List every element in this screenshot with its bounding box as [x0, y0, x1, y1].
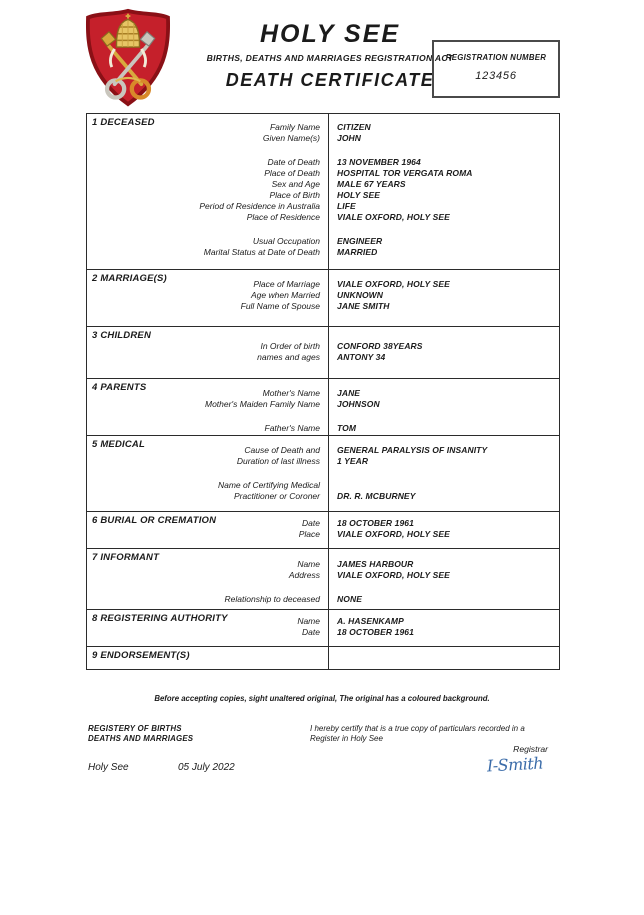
certify-line-1: I hereby certify that is a true copy of particulars recorded in a [310, 724, 525, 733]
registry-line-1: REGISTERY OF BIRTHS [88, 724, 182, 733]
registry-block [88, 724, 193, 744]
section-row-4 [87, 378, 559, 435]
section-label-cell [87, 512, 328, 548]
field-value: CONFORD 38YEARS [337, 341, 423, 351]
issue-place: Holy See [88, 762, 129, 773]
page-title: HOLY SEE [259, 20, 401, 48]
field-value: A. HASENKAMP [337, 616, 404, 626]
field-label: Usual Occupation [252, 236, 320, 246]
field-label: Period of Residence in Australia [199, 201, 320, 211]
field-label: Cause of Death and [244, 445, 320, 455]
certify-line-2: Register in Holy See [310, 734, 383, 743]
registration-number-label: REGISTRATION NUMBER [445, 53, 547, 62]
section-value-cell [328, 114, 559, 269]
section-row-1 [87, 114, 559, 269]
certificate-table [86, 113, 560, 670]
section-row-5 [87, 435, 559, 511]
field-label: In Order of birth [260, 341, 320, 351]
field-value: MALE 67 YEARS [337, 179, 406, 189]
section-label-cell [87, 549, 328, 609]
field-value: NONE [337, 594, 362, 604]
section-row-9 [87, 646, 559, 669]
field-label: Relationship to deceased [224, 594, 320, 604]
field-label: Name [297, 616, 320, 626]
field-value: JANE SMITH [337, 301, 390, 311]
section-row-7 [87, 548, 559, 609]
field-value: HOLY SEE [337, 190, 380, 200]
field-value: MARRIED [337, 247, 378, 257]
field-value: GENERAL PARALYSIS OF INSANITY [337, 445, 488, 455]
section-row-3 [87, 326, 559, 378]
act-subtitle: BIRTHS, DEATHS AND MARRIAGES REGISTRATION ACT [206, 53, 454, 63]
field-value: DR. R. MCBURNEY [337, 491, 416, 501]
field-label: Father's Name [264, 423, 320, 433]
copies-notice: Before accepting copies, sight unaltered original, The original has a coloured background. [154, 694, 490, 703]
field-value: HOSPITAL TOR VERGATA ROMA [337, 168, 473, 178]
field-value [329, 480, 559, 491]
section-heading: 4 PARENTS [92, 382, 147, 393]
field-label: Date [302, 627, 320, 637]
field-value: JOHNSON [337, 399, 380, 409]
registry-line-2: DEATHS AND MARRIAGES [88, 734, 194, 743]
section-label-cell [87, 610, 328, 646]
field-label: Mother's Name [262, 388, 320, 398]
field-value: ENGINEER [337, 236, 383, 246]
registration-number-box [432, 40, 560, 98]
section-row-8 [87, 609, 559, 646]
field-label: Marital Status at Date of Death [203, 247, 320, 257]
section-label-cell [87, 379, 328, 435]
registrar-signature: I-Smith [486, 753, 544, 776]
field-value: VIALE OXFORD, HOLY SEE [337, 529, 450, 539]
section-heading: 5 MEDICAL [92, 439, 145, 450]
field-value: CITIZEN [337, 122, 371, 132]
section-value-cell [328, 436, 559, 511]
issue-date: 05 July 2022 [178, 762, 235, 773]
section-heading: 7 INFORMANT [92, 552, 160, 563]
registrar-label: Registrar [513, 744, 548, 754]
section-value-cell [328, 327, 559, 378]
section-label-cell [87, 327, 328, 378]
section-heading: 8 REGISTERING AUTHORITY [92, 613, 228, 624]
section-value-cell [328, 270, 559, 326]
coat-of-arms-graphic [80, 8, 176, 107]
section-label-cell [87, 270, 328, 326]
field-value: 18 OCTOBER 1961 [337, 518, 414, 528]
section-label-cell [87, 114, 328, 269]
holy-see-coat-of-arms [80, 8, 176, 107]
field-label: Age when Married [251, 290, 320, 300]
field-label: names and ages [257, 352, 320, 362]
section-heading: 9 ENDORSEMENT(S) [92, 650, 190, 661]
field-value: 18 OCTOBER 1961 [337, 627, 414, 637]
field-label: Practitioner or Coroner [234, 491, 320, 501]
field-value: 1 YEAR [337, 456, 369, 466]
document-type-title: DEATH CERTIFICATE [225, 70, 435, 90]
section-heading: 6 BURIAL OR CREMATION [92, 515, 217, 526]
field-label: Place of Marriage [253, 279, 320, 289]
section-value-cell [328, 610, 559, 646]
field-label: Place of Birth [269, 190, 320, 200]
field-label: Sex and Age [271, 179, 320, 189]
section-value-cell [328, 549, 559, 609]
field-label: Duration of last illness [236, 456, 320, 466]
field-value: JOHN [337, 133, 362, 143]
section-value-cell [328, 647, 559, 669]
section-heading: 3 CHILDREN [92, 330, 152, 341]
field-label: Address [288, 570, 320, 580]
field-value: VIALE OXFORD, HOLY SEE [337, 279, 450, 289]
certify-statement [310, 724, 560, 744]
section-row-2 [87, 269, 559, 326]
section-value-cell [328, 512, 559, 548]
field-label: Place [298, 529, 320, 539]
field-value: TOM [337, 423, 357, 433]
field-label: Name of Certifying Medical [217, 480, 320, 490]
field-label: Mother's Maiden Family Name [205, 399, 320, 409]
field-value: ANTONY 34 [337, 352, 386, 362]
field-label: Full Name of Spouse [240, 301, 320, 311]
section-heading: 2 MARRIAGE(S) [92, 273, 167, 284]
section-value-cell [328, 379, 559, 435]
field-value: VIALE OXFORD, HOLY SEE [337, 212, 450, 222]
field-label: Family Name [269, 122, 320, 132]
section-row-6 [87, 511, 559, 548]
field-value: LIFE [337, 201, 356, 211]
field-value: UNKNOWN [337, 290, 384, 300]
section-label-cell [87, 647, 328, 669]
field-value: VIALE OXFORD, HOLY SEE [337, 570, 450, 580]
field-label: Date [302, 518, 320, 528]
field-value: JANE [337, 388, 361, 398]
field-label: Name [297, 559, 320, 569]
registration-number-value: 123456 [475, 70, 517, 82]
field-label: Place of Residence [246, 212, 320, 222]
field-value: JAMES HARBOUR [337, 559, 414, 569]
field-label: Place of Death [264, 168, 320, 178]
field-label: Date of Death [267, 157, 320, 167]
field-label: Given Name(s) [262, 133, 320, 143]
section-heading: 1 DECEASED [92, 117, 155, 128]
section-label-cell [87, 436, 328, 511]
field-value: 13 NOVEMBER 1964 [337, 157, 421, 167]
